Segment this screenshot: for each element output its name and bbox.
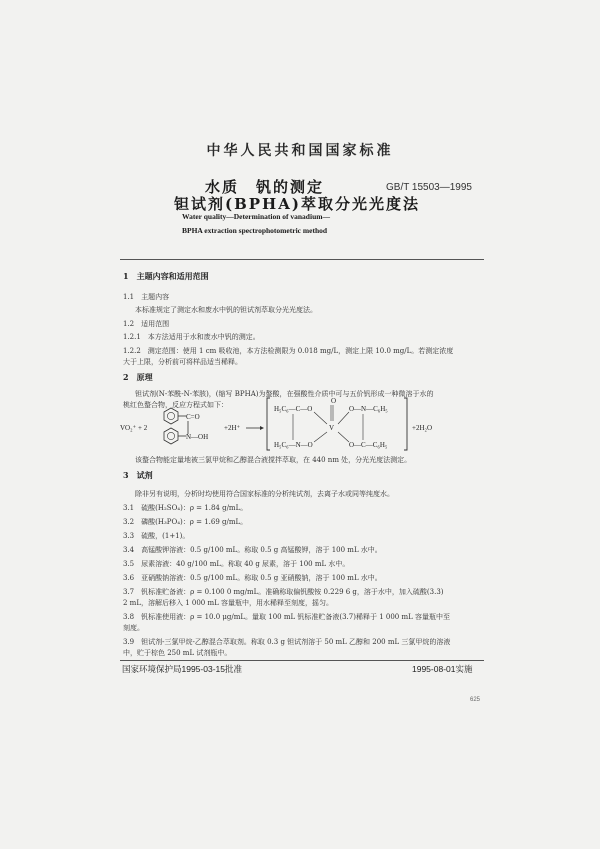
aromatic-circle-icon <box>167 412 174 419</box>
formula-h-plus: +2H⁺ <box>224 424 241 432</box>
reagent-3-5: 3.5 尿素溶液：40 g/100 mL。称取 40 g 尿素，溶于 100 mL 水中。 <box>123 560 350 568</box>
formula-r2: H₅C₆—N—O <box>274 441 313 449</box>
formula-r3: O—N—C₆H₅ <box>349 405 388 413</box>
benzene-ring-icon <box>164 408 178 424</box>
standard-number: GB/T 15503—1995 <box>386 182 472 193</box>
section-2-heading: 2 原理 <box>123 372 153 382</box>
reagent-3-4: 3.4 高锰酸钾溶液：0.5 g/100 mL。称取 0.5 g 高锰酸钾，溶于 100 mL 水中。 <box>123 546 382 554</box>
benzene-ring-icon <box>164 428 178 444</box>
section-2-text-1: 钽试剂(N-苯酰-N-苯胲)，(缩写 BPHA)为螯酸，在强酸性介质中可与五价钒形成一种微溶于水的 <box>135 390 434 398</box>
section-2-text-3: 该螯合物能定量地被三氯甲烷和乙醇混合液搅拌萃取，在 440 nm 处，分光光度法测定。 <box>135 456 412 464</box>
left-bracket-icon <box>267 398 270 450</box>
approval-note: 国家环境保护局1995-03-15批准 <box>122 664 242 674</box>
section-2-text-2: 桃红色螯合物，反应方程式如下： <box>123 401 228 409</box>
aromatic-circle-icon <box>167 432 174 439</box>
formula-water: +2H₂O <box>412 424 432 432</box>
formula-noh: N—OH <box>186 433 209 441</box>
section-1-1-heading: 1.1 主题内容 <box>123 293 170 301</box>
reaction-equation <box>118 390 448 452</box>
english-title-line-1: Water quality—Determination of vanadium— <box>182 212 330 221</box>
section-1-1-text: 本标准规定了测定水和废水中钒的钽试剂萃取分光光度法。 <box>135 306 317 314</box>
right-bracket-icon <box>404 398 407 450</box>
footer-divider <box>120 660 484 661</box>
reagent-3-1: 3.1 硫酸(H₂SO₄)：ρ = 1.84 g/mL。 <box>123 504 248 512</box>
reagent-3-9: 3.9 钽试剂-三氯甲烷-乙醇混合萃取剂。称取 0.3 g 钽试剂溶于 50 mL 乙醇和 200 mL 三氯甲烷的溶液 <box>123 638 451 646</box>
reagent-3-8: 3.8 钒标准使用液：ρ = 10.0 μg/mL。量取 100 mL 钒标准贮备液(3.7)稀释于 1 000 mL 容量瓶中至 <box>123 613 450 621</box>
title-line-2: 钽试剂(BPHA)萃取分光光度法 <box>174 195 420 213</box>
title-line-1: 水质 钒的测定 <box>205 178 325 196</box>
formula-o-top: O <box>331 397 337 405</box>
reagent-3-3: 3.3 硫酸，(1+1)。 <box>123 532 190 540</box>
reagent-3-9-cont: 中，贮于棕色 250 mL 试剂瓶中。 <box>123 649 232 657</box>
reagent-3-2: 3.2 磷酸(H₃PO₄)：ρ = 1.69 g/mL。 <box>123 518 248 526</box>
reagent-3-6: 3.6 亚硝酸钠溶液：0.5 g/100 mL。称取 0.5 g 亚硝酸钠，溶于 100 mL 水中。 <box>123 574 382 582</box>
formula-vo2: VO₂⁺ + 2 <box>120 424 148 432</box>
section-1-2-2-text: 1.2.2 测定范围：使用 1 cm 吸收池，本方法检测限为 0.018 mg/L，测定上限 10.0 mg/L。若测定浓度 <box>123 347 454 355</box>
issuing-org: 中华人民共和国国家标准 <box>206 143 394 159</box>
formula-co: C=O <box>186 413 200 421</box>
section-1-2-heading: 1.2 适用范围 <box>123 320 170 328</box>
implementation-note: 1995-08-01实施 <box>412 664 473 674</box>
section-1-2-2-text-cont: 大于上限，分析前可将样品适当稀释。 <box>123 358 242 366</box>
formula-r4: O—C—C₆H₅ <box>349 441 388 449</box>
formula-v: V <box>329 424 335 432</box>
reagent-3-7: 3.7 钒标准贮备液：ρ = 0.100 0 mg/mL。准确称取偏钒酸铵 0.229 6 g，溶于水中，加入硫酸(3.3) <box>123 588 444 596</box>
section-1-2-1-text: 1.2.1 本方法适用于水和废水中钒的测定。 <box>123 333 260 341</box>
header-divider <box>120 259 484 260</box>
page-number: 625 <box>470 697 481 703</box>
section-1-heading: 1 主题内容和适用范围 <box>123 271 209 281</box>
english-title-line-2: BPHA extraction spectrophotometric method <box>182 226 328 235</box>
section-3-heading: 3 试剂 <box>123 470 153 480</box>
formula-r1: H₅C₆—C—O <box>274 405 313 413</box>
section-3-intro: 除非另有说明，分析时均使用符合国家标准的分析纯试剂，去离子水或同等纯度水。 <box>135 490 394 498</box>
reagent-3-7-cont: 2 mL，溶解后移入 1 000 mL 容量瓶中，用水稀释至刻度，摇匀。 <box>123 599 333 607</box>
reagent-3-8-cont: 刻度。 <box>123 624 144 632</box>
